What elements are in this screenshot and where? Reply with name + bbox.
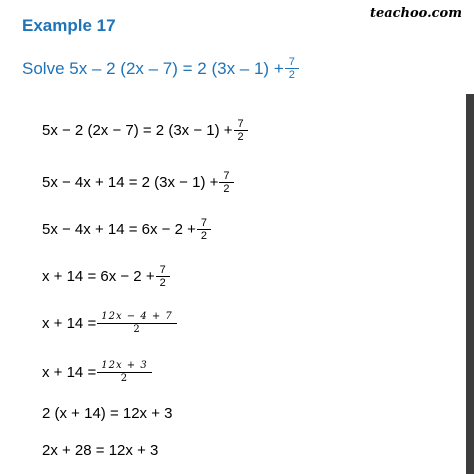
- step-2: [42, 170, 232, 195]
- step-3: [42, 217, 209, 242]
- fraction-numerator: 7: [288, 56, 295, 68]
- fraction-denominator: 2: [234, 130, 248, 143]
- brand-logo-text: teachoo.com: [369, 6, 462, 21]
- problem-fraction: [287, 56, 297, 81]
- step-text: 5x − 4x + 14 = 2 (3x − 1) +: [42, 174, 219, 191]
- fraction-denominator: 2: [97, 323, 177, 336]
- step-fraction: [158, 264, 168, 289]
- fraction-denominator: 2: [285, 68, 299, 81]
- step-8: [42, 442, 158, 459]
- step-fraction: [199, 217, 209, 242]
- step-7: [42, 405, 173, 422]
- fraction-denominator: 2: [156, 276, 170, 289]
- fraction-numerator: 7: [223, 170, 230, 182]
- fraction-numerator: 12x − 4 + 7: [101, 311, 173, 322]
- fraction-denominator: 2: [197, 229, 211, 242]
- problem-statement: [22, 56, 297, 81]
- step-5: [42, 311, 175, 336]
- step-text: 5x − 2 (2x − 7) = 2 (3x − 1) +: [42, 122, 233, 139]
- fraction-numerator: 7: [237, 118, 244, 130]
- step-text: x + 14 = 6x − 2 +: [42, 268, 155, 285]
- fraction-numerator: 12x + 3: [101, 360, 148, 371]
- step-text: x + 14 =: [42, 315, 97, 332]
- example-title: Example 17: [22, 16, 116, 35]
- step-1: [42, 118, 246, 143]
- fraction-numerator: 7: [200, 217, 207, 229]
- step-6: [42, 360, 150, 385]
- step-text: 2 (x + 14) = 12x + 3: [42, 405, 173, 422]
- step-text: 5x − 4x + 14 = 6x − 2 +: [42, 221, 196, 238]
- step-fraction: [99, 311, 175, 336]
- step-fraction: [236, 118, 246, 143]
- step-text: x + 14 =: [42, 364, 97, 381]
- fraction-denominator: 2: [97, 372, 151, 385]
- fraction-numerator: 7: [159, 264, 166, 276]
- step-text: 2x + 28 = 12x + 3: [42, 442, 159, 459]
- scrollbar[interactable]: [466, 94, 474, 474]
- step-fraction: [221, 170, 231, 195]
- fraction-denominator: 2: [219, 182, 233, 195]
- step-fraction: [99, 360, 149, 385]
- problem-text: Solve 5x – 2 (2x – 7) = 2 (3x – 1) +: [22, 58, 284, 78]
- step-4: [42, 264, 168, 289]
